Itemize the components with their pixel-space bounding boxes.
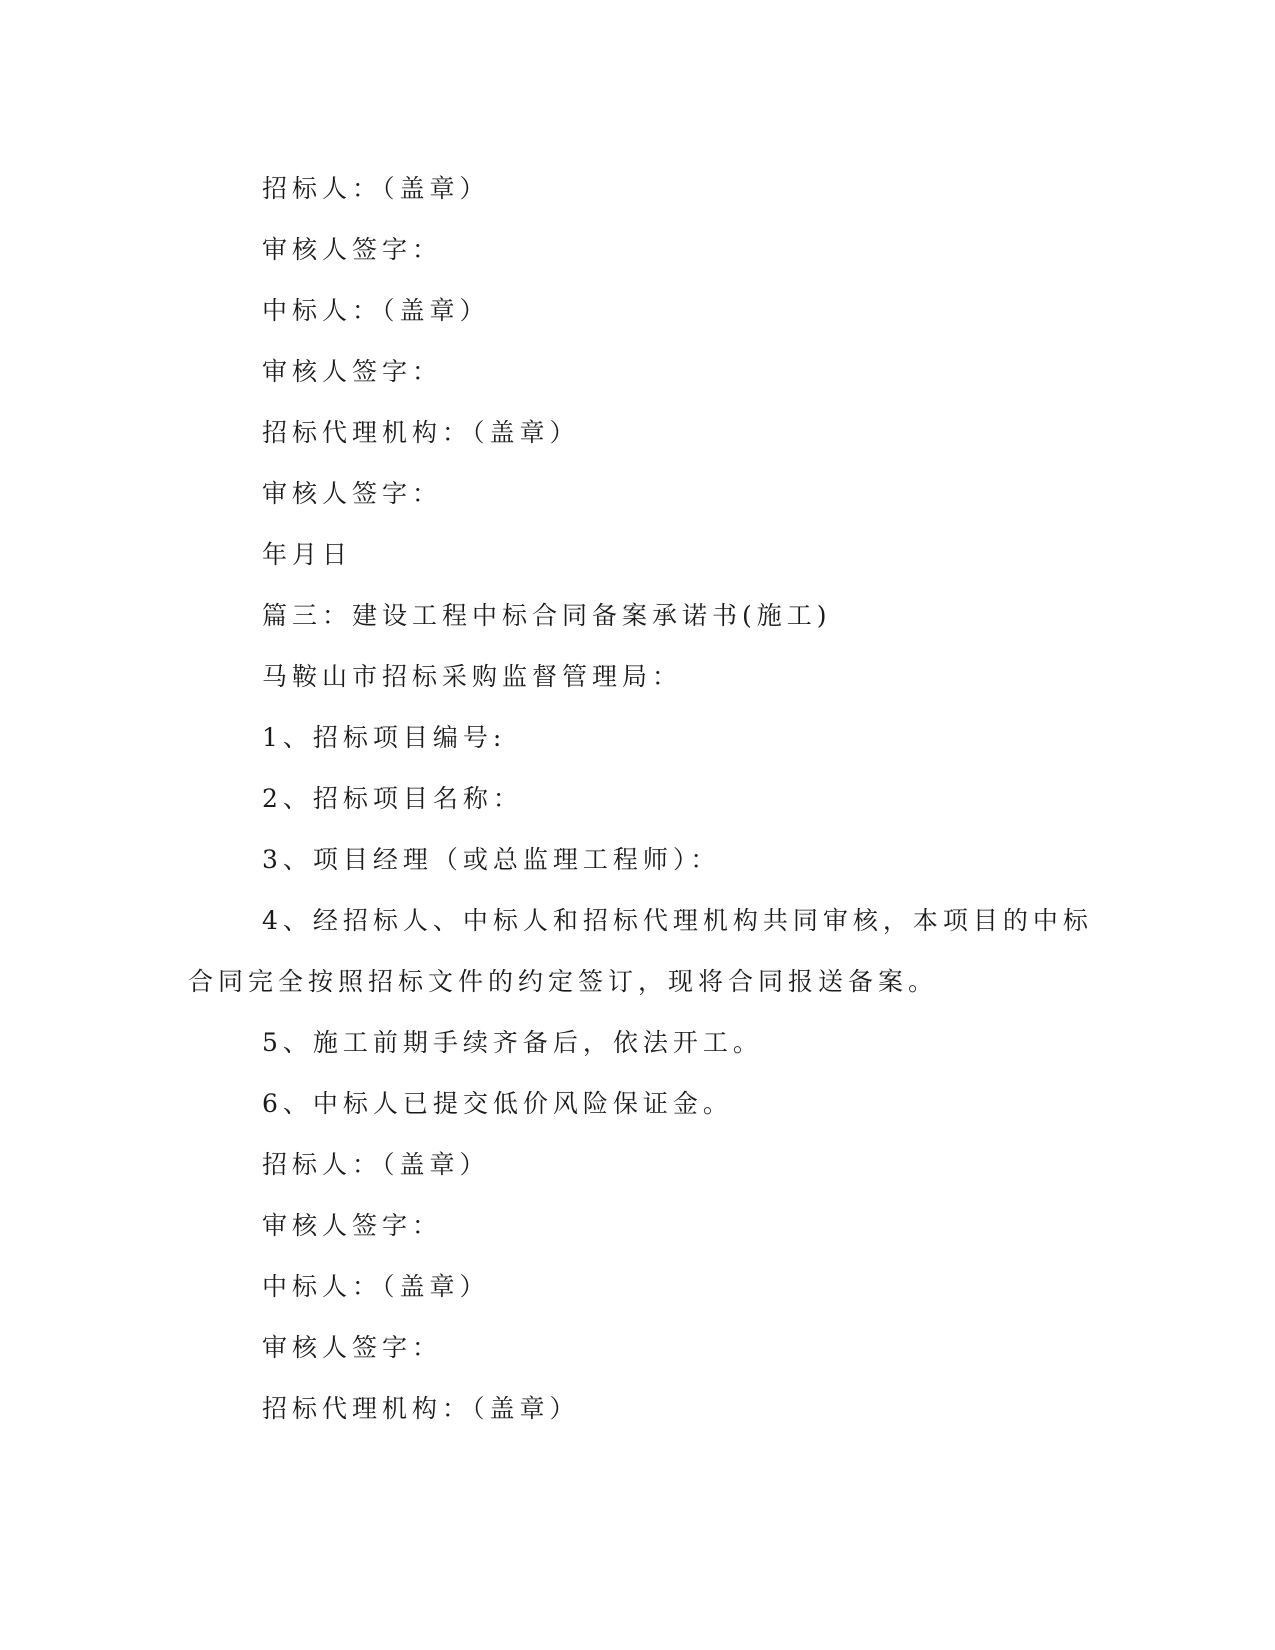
item-joint-review-continued: 合同完全按照招标文件的约定签订，现将合同报送备案。 [188, 967, 939, 996]
item-joint-review: 4、经招标人、中标人和招标代理机构共同审核，本项目的中标 [262, 906, 1093, 935]
reviewer-signature-line: 审核人签字： [262, 1211, 443, 1240]
item-construction-start: 5、施工前期手续齐备后，依法开工。 [262, 1028, 763, 1057]
agency-seal-line: 招标代理机构：（盖章） [262, 1394, 580, 1423]
date-line: 年月日 [262, 540, 353, 569]
agency-seal-line: 招标代理机构：（盖章） [262, 418, 580, 447]
winning-bidder-seal-line: 中标人：（盖章） [262, 296, 490, 325]
item-project-manager: 3、项目经理（或总监理工程师）： [262, 845, 721, 874]
tenderer-seal-line: 招标人：（盖章） [262, 1150, 490, 1179]
reviewer-signature-line: 审核人签字： [262, 235, 443, 264]
reviewer-signature-line: 审核人签字： [262, 479, 443, 508]
section-heading: 篇三：建设工程中标合同备案承诺书(施工) [262, 601, 832, 630]
winning-bidder-seal-line: 中标人：（盖章） [262, 1272, 490, 1301]
item-project-name: 2、招标项目名称： [262, 784, 523, 813]
item-low-price-deposit: 6、中标人已提交低价风险保证金。 [262, 1089, 733, 1118]
reviewer-signature-line: 审核人签字： [262, 1333, 443, 1362]
item-project-number: 1、招标项目编号: [262, 723, 507, 752]
reviewer-signature-line: 审核人签字： [262, 357, 443, 386]
tenderer-seal-line: 招标人：（盖章） [262, 174, 490, 203]
addressee-line: 马鞍山市招标采购监督管理局： [262, 662, 683, 691]
